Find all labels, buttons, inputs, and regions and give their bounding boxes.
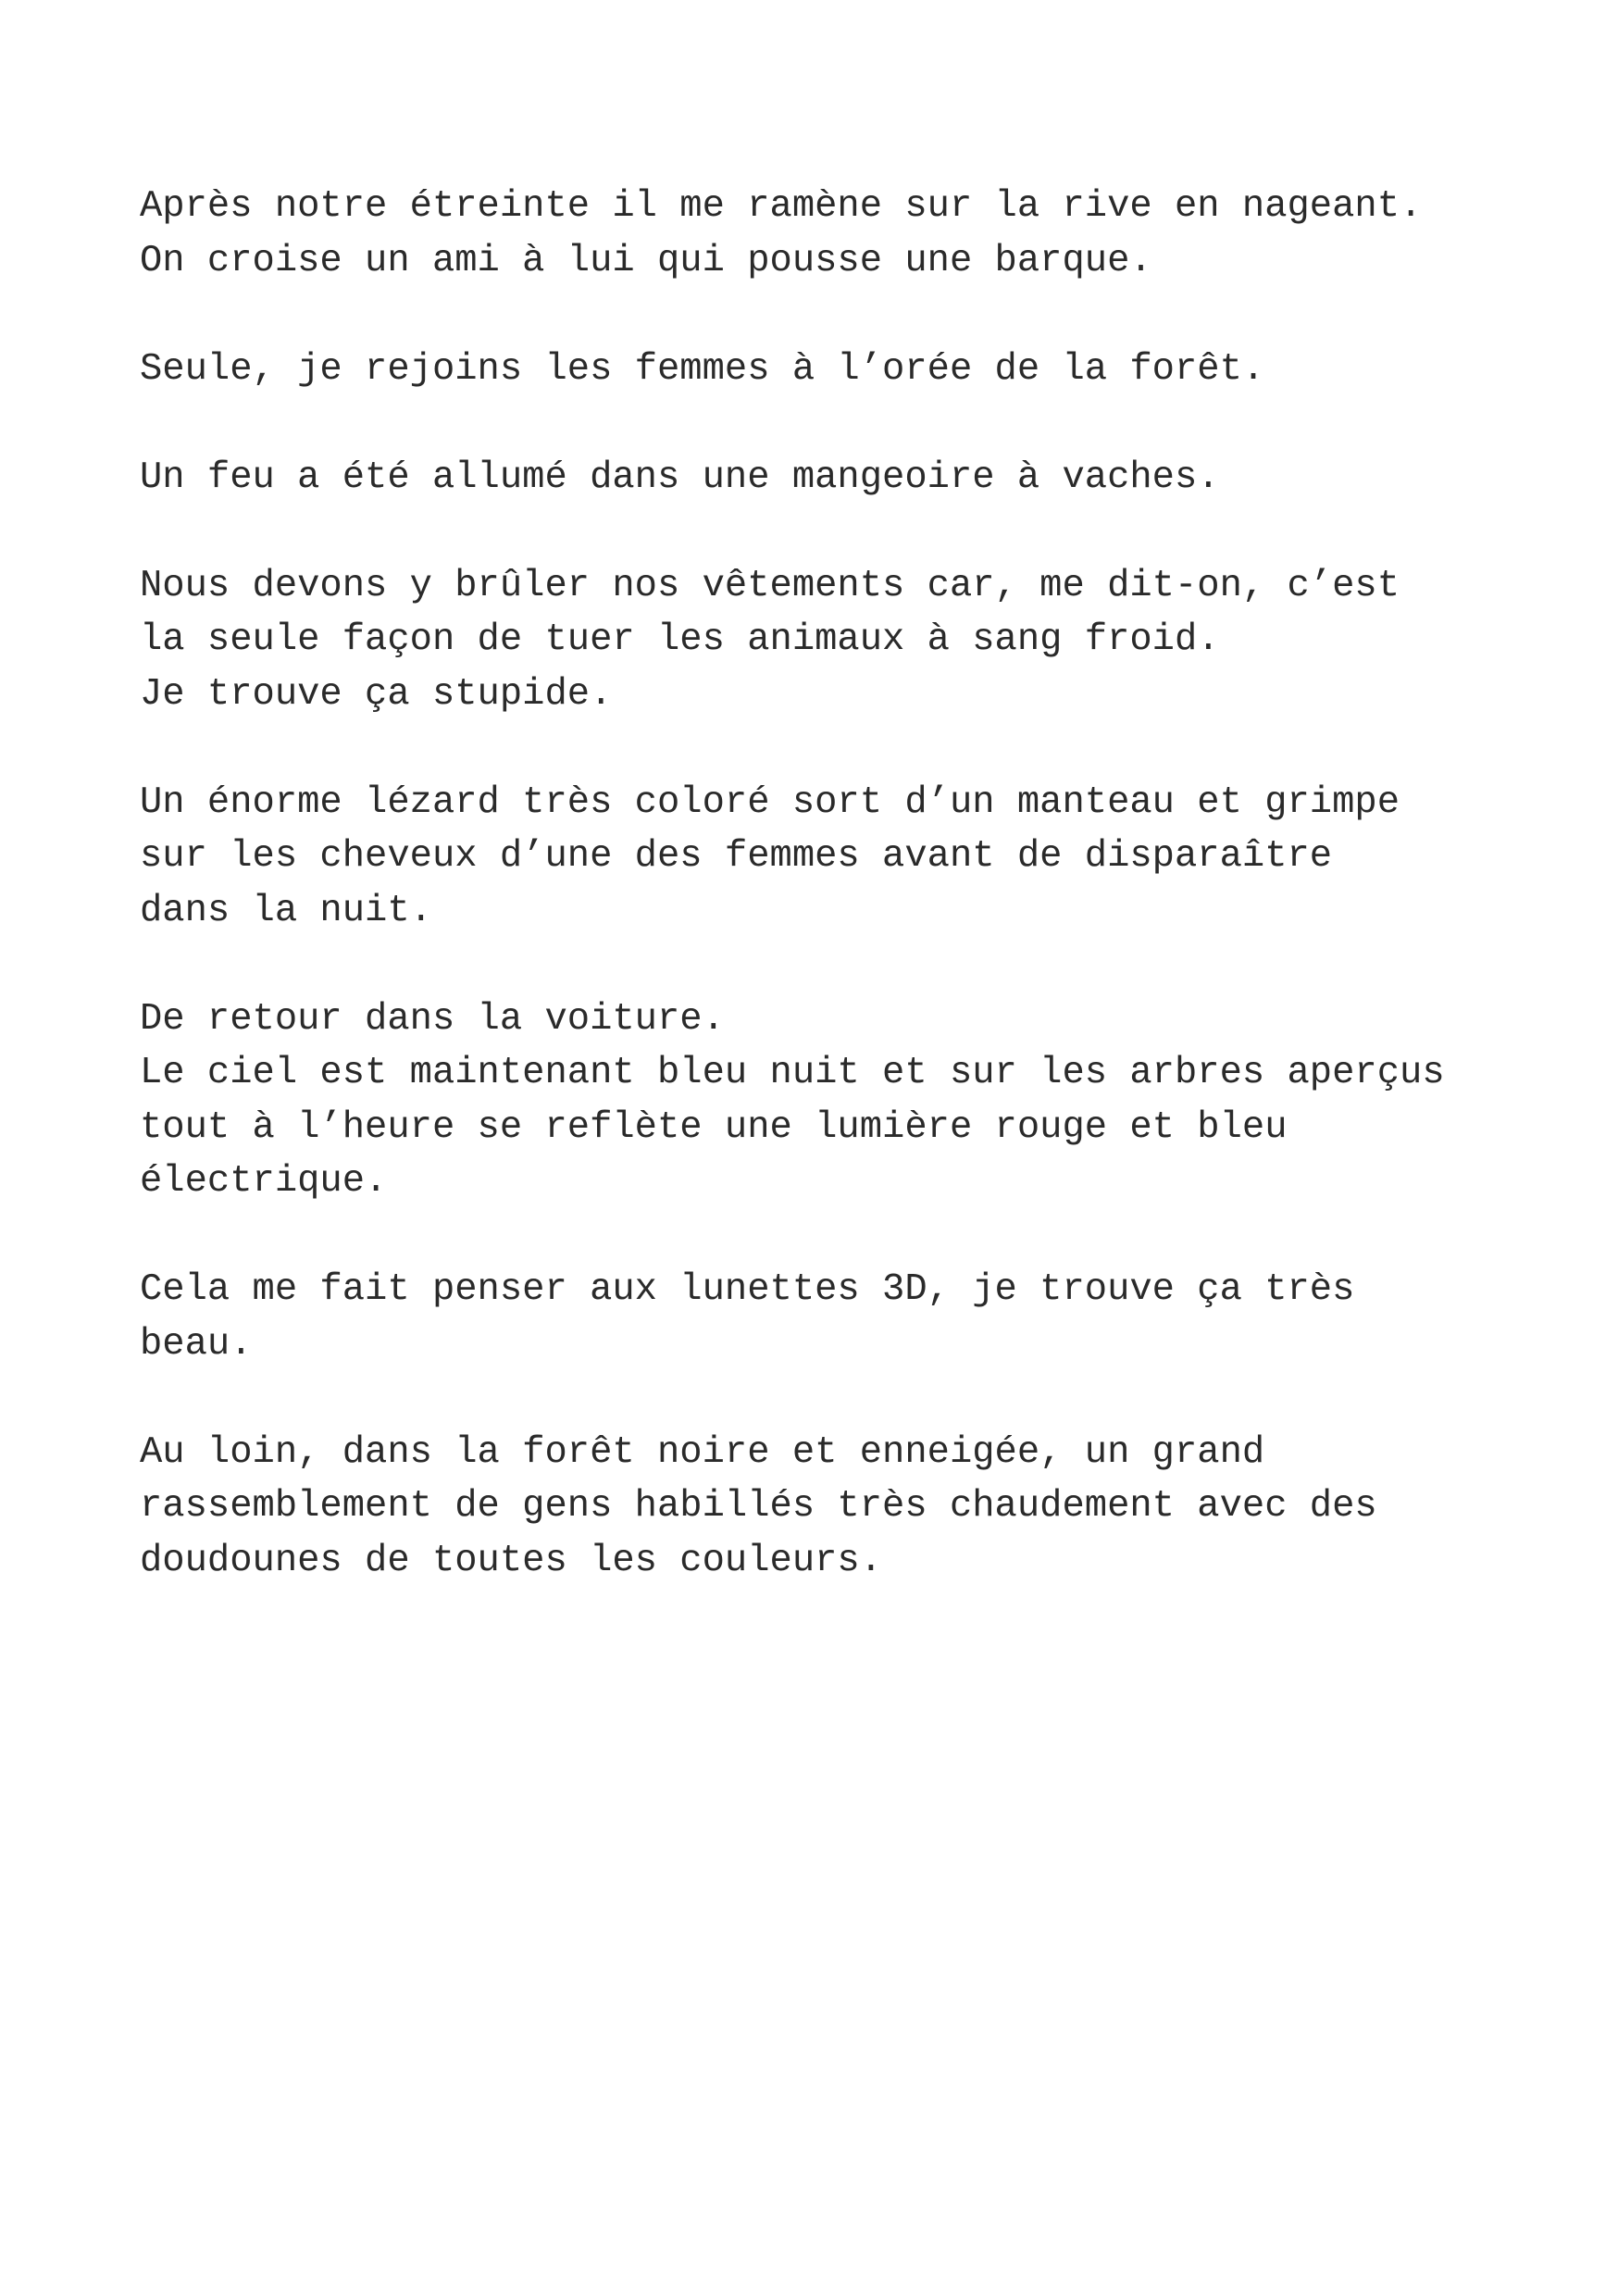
text-line: Cela me fait penser aux lunettes 3D, je trouve ça très [140,1268,1355,1311]
text-line: électrique. [140,1160,388,1203]
text-line: On croise un ami à lui qui pousse une barque. [140,239,1152,282]
paragraph [140,1426,1584,1589]
text-line: Au loin, dans la forêt noire et enneigée, un grand [140,1430,1265,1474]
text-line: doudounes de toutes les couleurs. [140,1539,883,1582]
text-line: Après notre étreinte il me ramène sur la rive en nageant. [140,185,1423,228]
text-line: sur les cheveux d’une des femmes avant de disparaître [140,835,1333,878]
text-line: Seule, je rejoins les femmes à l’orée de la forêt. [140,347,1265,391]
text-line: Nous devons y brûler nos vêtements car, me dit-on, c’est [140,564,1400,607]
text-line: Le ciel est maintenant bleu nuit et sur les arbres aperçus [140,1052,1445,1094]
text-line: beau. [140,1322,253,1366]
paragraph [140,776,1584,939]
paragraph [140,343,1584,397]
text-line: rassemblement de gens habillés très chaudement avec des [140,1485,1377,1528]
paragraph [140,180,1584,288]
text-line: De retour dans la voiture. [140,997,725,1041]
paragraph [140,992,1584,1209]
paragraph [140,1263,1584,1371]
text-line: Je trouve ça stupide. [140,672,613,716]
text-line: Un énorme lézard très coloré sort d’un manteau et grimpe [140,780,1400,824]
text-line: dans la nuit. [140,889,432,932]
document-body [140,180,1584,1642]
paragraph [140,559,1584,722]
text-line: la seule façon de tuer les animaux à sang froid. [140,618,1220,661]
text-line: Un feu a été allumé dans une mangeoire à vaches. [140,455,1220,499]
paragraph [140,451,1584,505]
text-line: tout à l’heure se reflète une lumière rouge et bleu [140,1105,1288,1149]
